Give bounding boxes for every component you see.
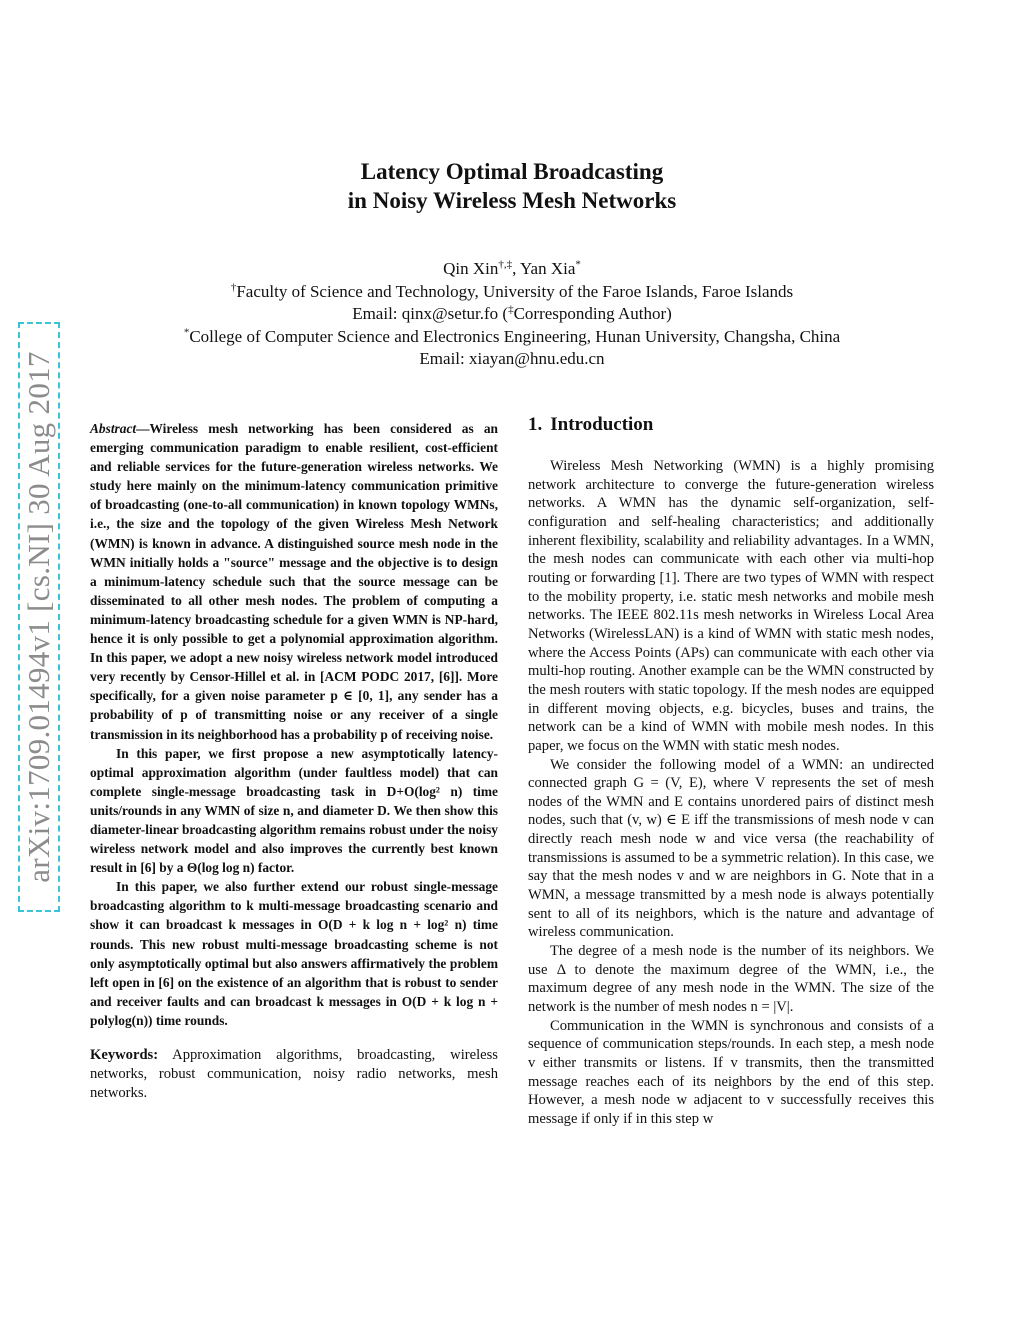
title-line-2: in Noisy Wireless Mesh Networks (347, 188, 677, 213)
arxiv-identifier-text: arXiv:1709.01494v1 [cs.NI] 30 Aug 2017 (21, 351, 56, 883)
title-line-1: Latency Optimal Broadcasting (360, 159, 664, 184)
left-column (90, 419, 498, 1103)
paper-title (0, 157, 1024, 215)
abstract-paragraph-2: In this paper, we first propose a new asymptotically latency-optimal approximation algorithm (under faultless model) that can complete single-message broadcasting task in D+O(log² n) time units/rounds in any WMN of size n, and diameter D. We then show this diameter-linear broadcasting algorithm remains robust under the noisy wireless network model and also improves the currently best known result in [6] by a Θ(log log n) factor. (90, 745, 498, 876)
abstract-paragraph-1: Abstract—Wireless mesh networking has been considered as an emerging communication paradigm to enable resilient, cost-efficient and reliable services for the future-generation wireless networks. We study here mainly on the minimum-latency communication primitive of broadcasting (one-to-all communication) in known topology WMNs, i.e., the size and the topology of the given Wireless Mesh Network (WMN) is known in advance. A distinguished source mesh node in the WMN initially holds a "source" message and the objective is to design a minimum-latency schedule such that the source message can be disseminated to all other mesh nodes. The problem of computing a minimum-latency broadcasting schedule for a given WMN is NP-hard, hence it is only possible to get a polynomial approximation algorithm. In this paper, we adopt a new noisy wireless network model introduced very recently by Censor-Hillel et al. in [ACM PODC 2017, [6]]. More specifically, for a given noise parameter p ∈ [0, 1], any sender has a probability of p of transmitting noise or any receiver of a single transmission in its neighborhood has a probability p of receiving noise. (90, 421, 498, 742)
intro-paragraph-2: We consider the following model of a WMN: an undirected connected graph G = (V, E), where V represents the set of mesh nodes of the WMN and E contains unordered pairs of distinct mesh nodes, such that (v, w) ∈ E iff the transmissions of mesh node v can directly reach mesh node w and vice versa (the reachability of transmissions is assumed to be a symmetric relation). In this case, we say that the mesh nodes v and w are neighbors in G. Note that in a WMN, a message transmitted by a mesh node is always potentially sent to all of its neighbors, which is the nature and advantage of wireless communication. (528, 756, 934, 941)
email-2: Email: xiayan@hnu.edu.cn (419, 349, 605, 368)
abstract-paragraph-3: In this paper, we also further extend our robust single-message broadcasting algorithm to k multi-message broadcasting scenario and show it can broadcast k messages in O(D + k log n + log² n) time rounds. This new robust multi-message broadcasting scheme is not only asymptotically optimal but also answers affirmatively the problem left open in [6] on the existence of an algorithm that is robust to sender and receiver faults and can broadcast k messages in O(D + k log n + polylog(n)) time rounds. (90, 879, 498, 1028)
abstract-label: Abstract (90, 421, 137, 436)
author-block (0, 258, 1024, 371)
affiliation-2: *College of Computer Science and Electronics Engineering, Hunan University, Changsha, China (183, 325, 841, 346)
keywords-label: Keywords: (90, 1047, 159, 1063)
affiliation-1: †Faculty of Science and Technology, University of the Faroe Islands, Faroe Islands (230, 280, 794, 301)
email-1: Email: qinx@setur.fo (‡Corresponding Author) (352, 303, 672, 323)
keywords (90, 1046, 498, 1103)
keywords-text: Approximation algorithms, broadcasting, wireless networks, robust communication, noisy radio networks, mesh networks. (90, 1047, 498, 1101)
abstract (90, 419, 498, 1030)
section-heading-introduction: 1. Introduction (528, 414, 654, 435)
right-column (528, 413, 934, 1129)
intro-paragraph-3: The degree of a mesh node is the number of its neighbors. We use Δ to denote the maximum degree of the WMN, i.e., the maximum degree of any mesh node in the WMN. The size of the network is the number of mesh nodes n = |V|. (528, 943, 934, 1016)
author-names: Qin Xin†,‡, Yan Xia* (443, 258, 581, 278)
arxiv-identifier-stamp (18, 322, 60, 912)
intro-paragraph-4: Communication in the WMN is synchronous and consists of a sequence of communication steps/rounds. In each step, a mesh node v either transmits or listens. If v transmits, then the transmitted message reaches each of its neighbors by the end of this step. However, a mesh node w adjacent to v successfully receives this message if only if in this step w (528, 1017, 934, 1127)
intro-paragraph-1: Wireless Mesh Networking (WMN) is a highly promising network architecture to converge the future-generation wireless networks. A WMN has the dynamic self-organization, self-configuration and self-healing characteristics; and additionally inherent flexibility, scalability and reliability advantages. In a WMN, the mesh nodes can communicate with each other via multi-hop routing or forwarding [1]. There are two types of WMN with respect to the mobility property, i.e. static mesh networks and mobile mesh networks. The IEEE 802.11s mesh networks in Wireless Local Area Networks (WirelessLAN) is a kind of WMN with static mesh nodes, where the Access Points (APs) can communicate with each other via multi-hop routing. Another example can be the WMN constructed by the mesh routers with static topology. If the mesh nodes are equipped in different moving objects, e.g. bicycles, buses and trains, the network can be a kind of WMN with mobile mesh nodes. In this paper, we focus on the WMN with static mesh nodes. (528, 458, 934, 754)
